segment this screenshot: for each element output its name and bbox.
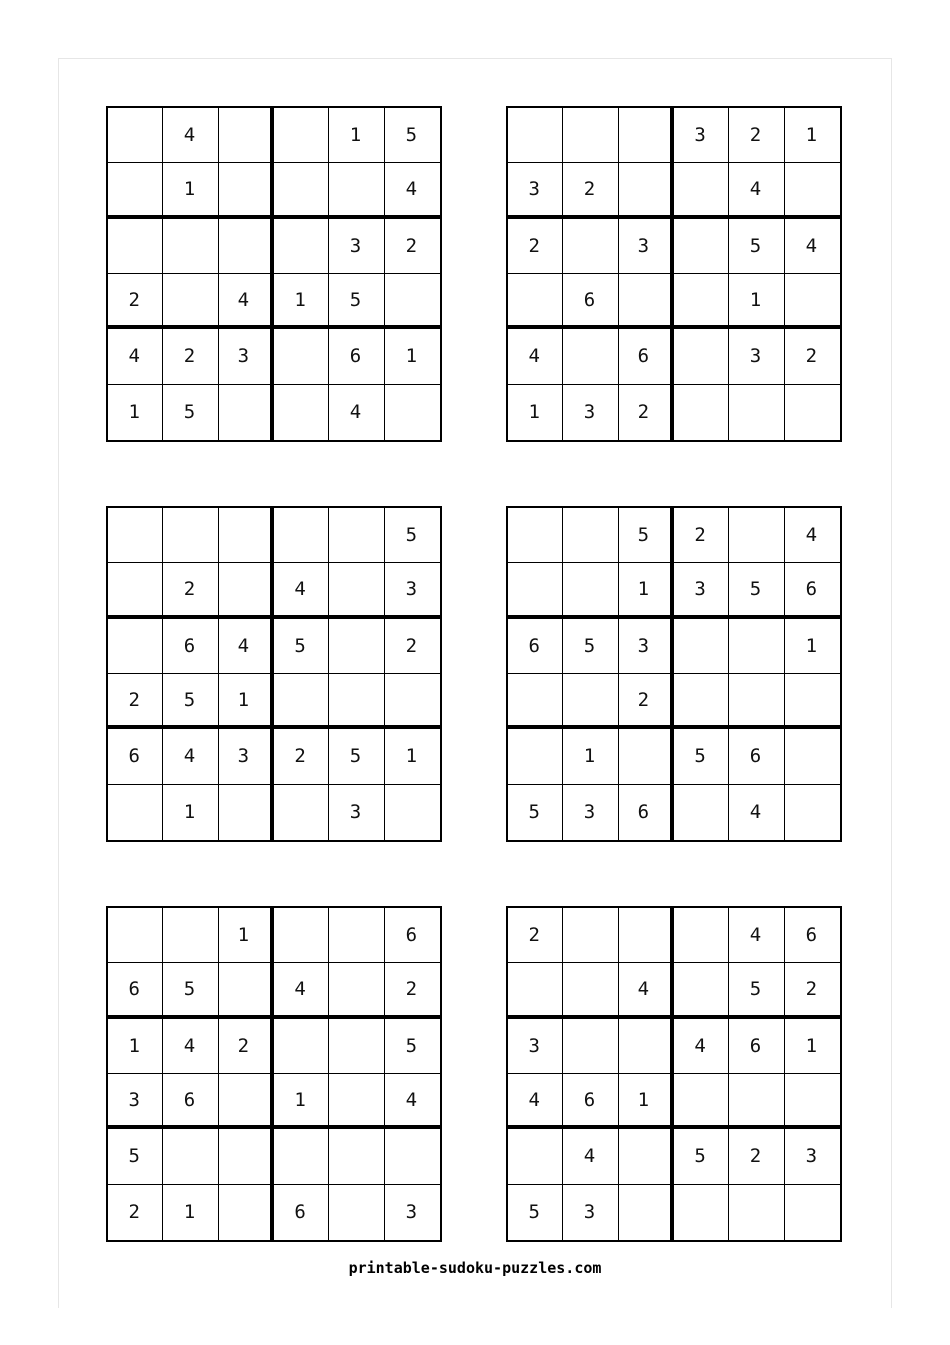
sudoku-cell: 1 (329, 108, 384, 163)
sudoku-cell: 5 (385, 508, 440, 563)
sudoku-cell (563, 908, 618, 963)
sudoku-cell: 6 (785, 563, 840, 618)
sudoku-cell (108, 563, 163, 618)
sudoku-cell: 4 (385, 163, 440, 218)
sudoku-cell: 5 (563, 619, 618, 674)
sudoku-cell: 3 (674, 108, 729, 163)
sudoku-cell (729, 385, 784, 440)
sudoku-cell (785, 674, 840, 729)
sudoku-cell: 4 (619, 963, 674, 1018)
sudoku-cell: 5 (329, 274, 384, 329)
sudoku-cell: 2 (563, 163, 618, 218)
sudoku-cell: 6 (329, 329, 384, 384)
sudoku-cell: 3 (508, 1019, 563, 1074)
sudoku-cell (219, 785, 274, 840)
sudoku-cell: 2 (274, 729, 329, 784)
sudoku-cell: 5 (163, 674, 218, 729)
sudoku-cell: 2 (385, 219, 440, 274)
sudoku-cell (729, 674, 784, 729)
sudoku-cell (108, 108, 163, 163)
sudoku-cell (385, 274, 440, 329)
sudoku-cell: 6 (729, 1019, 784, 1074)
sudoku-cell: 4 (329, 385, 384, 440)
sudoku-cell: 1 (563, 729, 618, 784)
sudoku-cell (329, 563, 384, 618)
sudoku-cell: 1 (108, 1019, 163, 1074)
sudoku-cell (785, 785, 840, 840)
sudoku-cell (563, 963, 618, 1018)
sudoku-cell: 2 (619, 385, 674, 440)
sudoku-cell (219, 1129, 274, 1184)
sudoku-cell (274, 163, 329, 218)
sudoku-cell: 2 (785, 963, 840, 1018)
sudoku-cell: 4 (163, 1019, 218, 1074)
sudoku-cell: 1 (785, 1019, 840, 1074)
sudoku-cell: 4 (508, 1074, 563, 1129)
sudoku-cell: 2 (108, 674, 163, 729)
sudoku-cell (385, 674, 440, 729)
sudoku-cell (674, 674, 729, 729)
sudoku-cell (385, 385, 440, 440)
sudoku-cell (729, 508, 784, 563)
sudoku-cell: 5 (385, 1019, 440, 1074)
sudoku-cell (508, 729, 563, 784)
sudoku-cell: 4 (163, 729, 218, 784)
sudoku-cell (329, 1129, 384, 1184)
sudoku-cell: 5 (163, 963, 218, 1018)
sudoku-puzzle-1 (106, 106, 442, 442)
sudoku-cell: 5 (729, 219, 784, 274)
sudoku-cell: 6 (163, 1074, 218, 1129)
sudoku-cell: 2 (219, 1019, 274, 1074)
sudoku-cell (385, 1129, 440, 1184)
sudoku-cell: 3 (329, 219, 384, 274)
sudoku-cell (163, 219, 218, 274)
sudoku-cell: 3 (563, 1185, 618, 1240)
sudoku-cell: 2 (385, 963, 440, 1018)
sudoku-cell: 4 (785, 219, 840, 274)
sudoku-cell (329, 619, 384, 674)
sudoku-cell: 1 (219, 908, 274, 963)
sudoku-cell: 2 (163, 563, 218, 618)
sudoku-cell: 2 (108, 274, 163, 329)
sudoku-cell: 5 (385, 108, 440, 163)
sudoku-cell: 6 (108, 963, 163, 1018)
sudoku-cell: 5 (674, 1129, 729, 1184)
sudoku-cell (729, 1185, 784, 1240)
sudoku-cell (274, 329, 329, 384)
sudoku-cell (674, 619, 729, 674)
sudoku-cell: 5 (508, 785, 563, 840)
sudoku-cell (785, 729, 840, 784)
sudoku-cell: 5 (274, 619, 329, 674)
sudoku-cell (329, 163, 384, 218)
sudoku-cell (729, 1074, 784, 1129)
sudoku-cell: 4 (274, 563, 329, 618)
sudoku-cell: 4 (219, 274, 274, 329)
sudoku-cell: 3 (508, 163, 563, 218)
sudoku-cell (563, 563, 618, 618)
sudoku-cell: 1 (508, 385, 563, 440)
sudoku-cell: 1 (619, 563, 674, 618)
sudoku-cell (785, 163, 840, 218)
sudoku-cell (508, 108, 563, 163)
sudoku-cell (329, 1019, 384, 1074)
sudoku-cell: 6 (619, 329, 674, 384)
sudoku-cell (785, 1074, 840, 1129)
sudoku-cell (619, 1019, 674, 1074)
sudoku-cell (329, 1074, 384, 1129)
sudoku-cell: 6 (508, 619, 563, 674)
sudoku-cell: 2 (508, 219, 563, 274)
sudoku-cell (619, 908, 674, 963)
sudoku-cell (563, 329, 618, 384)
sudoku-cell (619, 729, 674, 784)
sudoku-cell: 2 (163, 329, 218, 384)
sudoku-cell: 1 (274, 1074, 329, 1129)
sudoku-cell: 5 (508, 1185, 563, 1240)
sudoku-cell (108, 163, 163, 218)
sudoku-cell: 3 (329, 785, 384, 840)
sudoku-cell (163, 908, 218, 963)
sudoku-cell: 3 (785, 1129, 840, 1184)
sudoku-cell (219, 1074, 274, 1129)
sudoku-cell: 5 (108, 1129, 163, 1184)
sudoku-cell (619, 108, 674, 163)
sudoku-cell (563, 1019, 618, 1074)
sudoku-puzzle-3 (106, 506, 442, 842)
sudoku-puzzle-5 (106, 906, 442, 1242)
sudoku-cell (674, 963, 729, 1018)
sudoku-cell: 6 (274, 1185, 329, 1240)
sudoku-cell: 1 (385, 729, 440, 784)
sudoku-cell: 1 (729, 274, 784, 329)
sudoku-cell: 5 (729, 563, 784, 618)
sudoku-cell: 5 (329, 729, 384, 784)
sudoku-cell: 1 (785, 108, 840, 163)
sudoku-cell: 5 (674, 729, 729, 784)
sudoku-cell: 2 (674, 508, 729, 563)
sudoku-cell: 1 (619, 1074, 674, 1129)
sudoku-cell (219, 163, 274, 218)
sudoku-cell: 1 (163, 785, 218, 840)
site-footer-text: printable-sudoku-puzzles.com (348, 1259, 602, 1277)
sudoku-cell: 4 (108, 329, 163, 384)
sudoku-cell: 4 (385, 1074, 440, 1129)
sudoku-cell: 2 (729, 108, 784, 163)
sudoku-cell (674, 329, 729, 384)
sudoku-cell: 5 (729, 963, 784, 1018)
sudoku-cell: 3 (219, 729, 274, 784)
sudoku-cell (619, 1129, 674, 1184)
sudoku-cell (674, 908, 729, 963)
sudoku-cell (674, 1074, 729, 1129)
sudoku-cell: 2 (729, 1129, 784, 1184)
sudoku-cell (274, 908, 329, 963)
sudoku-cell: 3 (385, 563, 440, 618)
sudoku-cell (163, 1129, 218, 1184)
sudoku-cell (674, 385, 729, 440)
sudoku-cell (219, 563, 274, 618)
sudoku-cell (274, 674, 329, 729)
sudoku-cell (274, 1129, 329, 1184)
sudoku-cell (219, 108, 274, 163)
sudoku-cell (563, 219, 618, 274)
sudoku-cell (163, 274, 218, 329)
sudoku-cell: 6 (385, 908, 440, 963)
sudoku-cell (785, 385, 840, 440)
sudoku-cell (329, 674, 384, 729)
sudoku-cell (108, 908, 163, 963)
sudoku-cell: 3 (729, 329, 784, 384)
sudoku-cell (274, 785, 329, 840)
sudoku-cell (508, 1129, 563, 1184)
sudoku-cell: 2 (385, 619, 440, 674)
sudoku-cell (274, 385, 329, 440)
sudoku-cell: 3 (563, 385, 618, 440)
sudoku-cell (329, 963, 384, 1018)
sudoku-cell: 4 (729, 785, 784, 840)
sudoku-cell (563, 108, 618, 163)
sudoku-cell: 1 (219, 674, 274, 729)
sudoku-cell (219, 219, 274, 274)
sudoku-cell: 4 (219, 619, 274, 674)
sudoku-puzzle-6 (506, 906, 842, 1242)
sudoku-cell: 3 (219, 329, 274, 384)
sudoku-cell (108, 508, 163, 563)
sudoku-cell (274, 108, 329, 163)
sudoku-cell (108, 785, 163, 840)
sudoku-cell: 4 (163, 108, 218, 163)
sudoku-cell: 3 (405, 1201, 418, 1224)
sudoku-cell: 6 (108, 729, 163, 784)
sudoku-cell: 6 (729, 729, 784, 784)
sudoku-puzzle-2 (506, 106, 842, 442)
sudoku-cell (619, 274, 674, 329)
sudoku-cell (274, 219, 329, 274)
sudoku-cell (508, 274, 563, 329)
sudoku-cell (785, 1185, 840, 1240)
sudoku-cell: 2 (619, 674, 674, 729)
sudoku-cell (508, 508, 563, 563)
sudoku-cell (674, 219, 729, 274)
sudoku-cell (329, 1185, 384, 1240)
sudoku-cell: 6 (163, 619, 218, 674)
sudoku-cell: 6 (785, 908, 840, 963)
sudoku-cell (619, 1185, 674, 1240)
sudoku-cell (329, 508, 384, 563)
sudoku-cell (274, 1019, 329, 1074)
sudoku-cell: 6 (563, 1074, 618, 1129)
sudoku-cell: 4 (729, 163, 784, 218)
sudoku-cell: 5 (619, 508, 674, 563)
sudoku-cell (674, 163, 729, 218)
sudoku-cell: 4 (785, 508, 840, 563)
sudoku-cell: 1 (274, 274, 329, 329)
sudoku-cell (219, 1185, 274, 1240)
sudoku-cell: 1 (385, 329, 440, 384)
sudoku-cell: 1 (785, 619, 840, 674)
sudoku-cell: 3 (619, 219, 674, 274)
sudoku-cell (563, 508, 618, 563)
sudoku-cell (108, 619, 163, 674)
sudoku-cell (274, 508, 329, 563)
sudoku-cell: 3 (563, 785, 618, 840)
sudoku-cell: 2 (108, 1185, 163, 1240)
sudoku-cell: 4 (508, 329, 563, 384)
sudoku-cell: 4 (674, 1019, 729, 1074)
sudoku-cell (508, 674, 563, 729)
sudoku-cell (219, 385, 274, 440)
sudoku-cell: 3 (108, 1074, 163, 1129)
sudoku-cell: 4 (563, 1129, 618, 1184)
sudoku-cell: 6 (619, 785, 674, 840)
sudoku-cell: 2 (785, 329, 840, 384)
sudoku-cell (329, 908, 384, 963)
sudoku-cell: 4 (729, 908, 784, 963)
sudoku-puzzle-4 (506, 506, 842, 842)
sudoku-cell (563, 674, 618, 729)
sudoku-cell: 3 (674, 563, 729, 618)
sudoku-cell: 1 (163, 1185, 218, 1240)
sudoku-cell: 1 (163, 163, 218, 218)
sudoku-cell (674, 274, 729, 329)
sudoku-cell (385, 785, 440, 840)
sudoku-cell: 3 (619, 619, 674, 674)
sudoku-cell (219, 963, 274, 1018)
sudoku-cell: 1 (108, 385, 163, 440)
sudoku-cell (219, 508, 274, 563)
sudoku-cell (674, 785, 729, 840)
sudoku-cell: 6 (563, 274, 618, 329)
sudoku-cell (785, 274, 840, 329)
sudoku-cell: 5 (163, 385, 218, 440)
sudoku-cell (674, 1185, 729, 1240)
sudoku-cell (508, 563, 563, 618)
sudoku-cell (619, 163, 674, 218)
sudoku-cell: 2 (508, 908, 563, 963)
sudoku-cell (729, 619, 784, 674)
sudoku-cell (508, 963, 563, 1018)
sudoku-cell (163, 508, 218, 563)
sudoku-cell (108, 219, 163, 274)
sudoku-cell: 4 (274, 963, 329, 1018)
